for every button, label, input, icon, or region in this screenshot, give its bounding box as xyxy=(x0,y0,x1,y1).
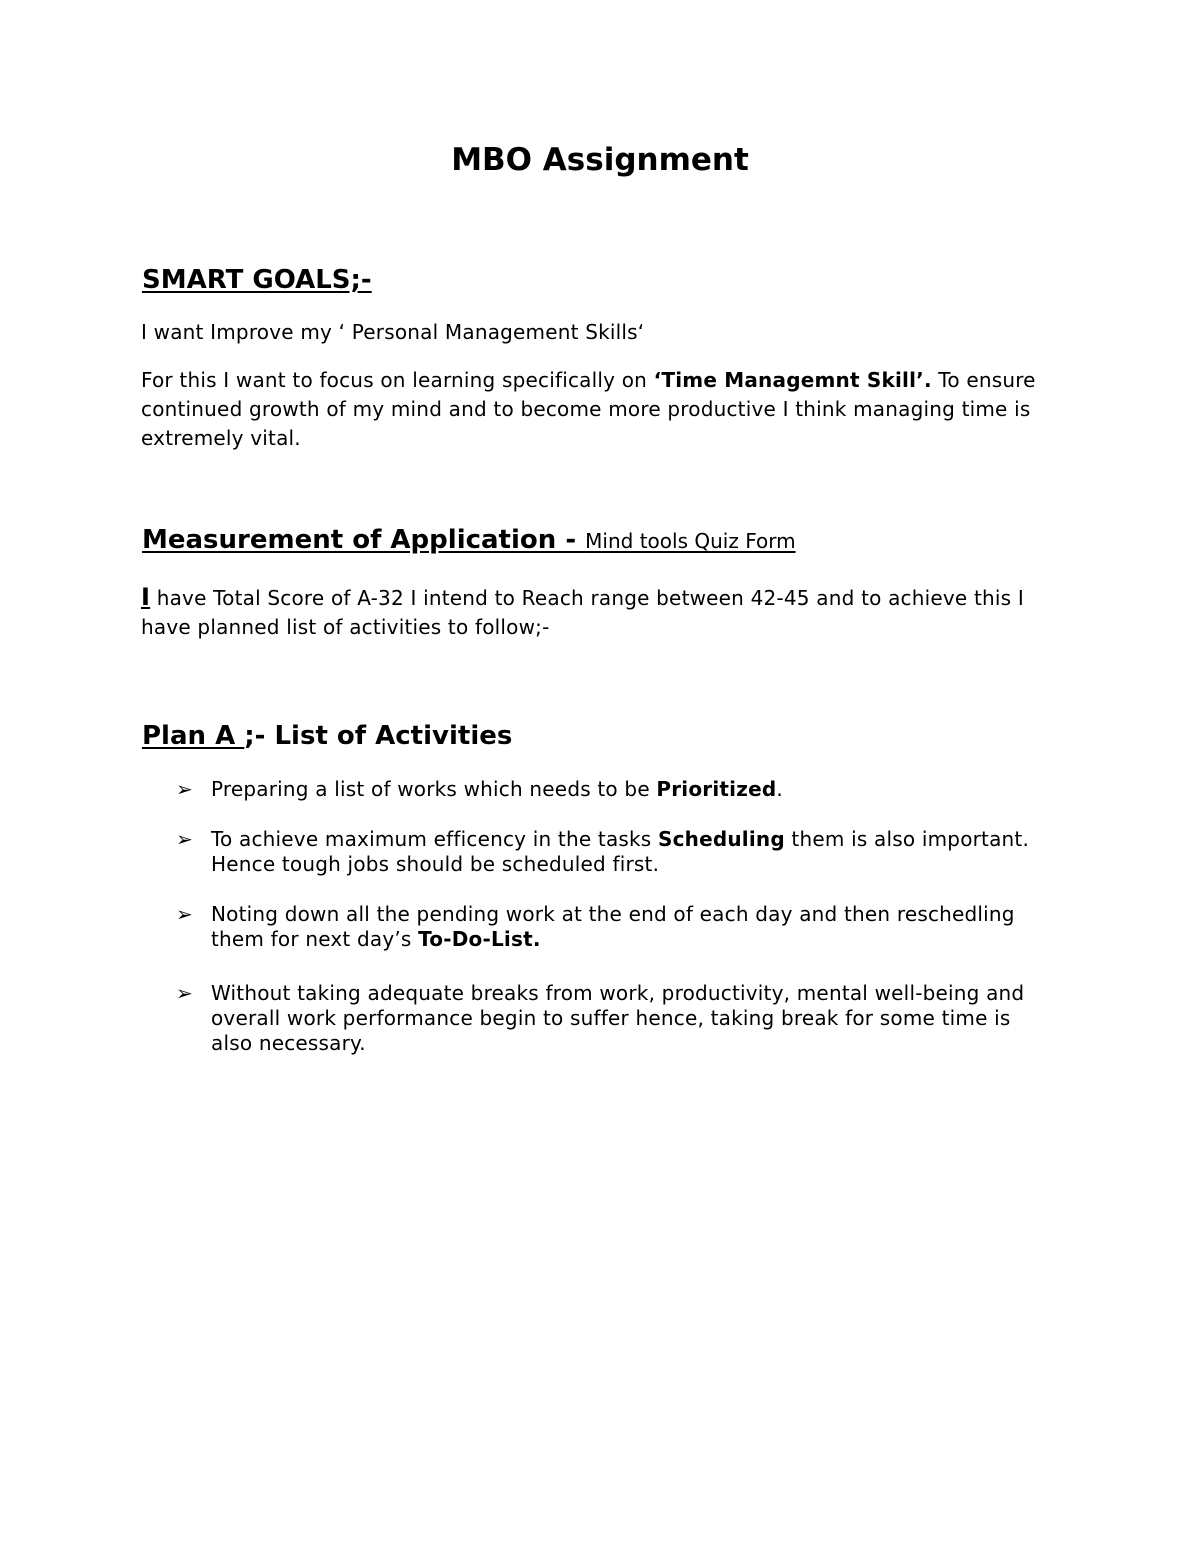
plan-heading-rest: ;- List of Activities xyxy=(244,721,513,751)
smart-goals-para-bold: ‘Time Managemnt Skill’. xyxy=(653,368,932,392)
smart-goals-para-prefix: For this I want to focus on learning specifically on xyxy=(141,368,654,392)
smart-goals-para-suffix: To ensure continued growth of my mind and to become more productive I think managing time is extremely vital. xyxy=(141,368,1036,450)
smart-goals-paragraph xyxy=(141,366,1041,453)
plan-list-item-text xyxy=(211,981,1056,1056)
item-text-after: . xyxy=(776,777,783,801)
plan-heading-underlined: Plan A xyxy=(142,721,245,751)
measurement-heading-bold: Measurement of Application - xyxy=(142,525,586,555)
item-text-before: Without taking adequate breaks from work, productivity, mental well-being and overall work performance begin to suffer hence, taking break for some time is also necessary. xyxy=(211,981,1025,1055)
smart-goals-line: I want Improve my ‘ Personal Management Skills‘ xyxy=(141,320,645,344)
item-text-bold: Prioritized xyxy=(656,777,777,801)
arrow-bullet-icon: ➢ xyxy=(176,827,193,851)
item-text-bold: To-Do-List. xyxy=(418,927,541,951)
arrow-bullet-icon: ➢ xyxy=(176,902,193,926)
item-text-after: them is also important. Hence tough jobs should be scheduled first. xyxy=(211,827,1030,876)
item-text-before: To achieve maximum efficency in the tasks xyxy=(211,827,658,851)
document-title: MBO Assignment xyxy=(451,142,749,178)
measurement-heading xyxy=(142,523,796,558)
smart-goals-heading-text: SMART GOALS;- xyxy=(142,265,372,295)
measurement-heading-suffix: Mind tools Quiz Form xyxy=(585,529,796,553)
smart-goals-heading xyxy=(142,263,372,297)
plan-heading xyxy=(142,719,512,753)
item-text-before: Noting down all the pending work at the end of each day and then reschedling them for next day’s xyxy=(211,902,1015,951)
plan-list-item-text xyxy=(211,902,1056,952)
measurement-heading-text xyxy=(142,525,796,555)
measurement-para-rest: have Total Score of A-32 I intend to Reach range between 42-45 and to achieve this I have planned list of activities to follow;- xyxy=(141,586,1024,639)
item-text-before: Preparing a list of works which needs to be xyxy=(211,777,657,801)
measurement-paragraph xyxy=(141,583,1041,642)
arrow-bullet-icon: ➢ xyxy=(176,981,193,1005)
arrow-bullet-icon: ➢ xyxy=(176,777,193,801)
plan-list-item-text xyxy=(211,827,1056,877)
item-text-bold: Scheduling xyxy=(657,827,785,851)
measurement-para-first: I xyxy=(141,583,151,611)
plan-list-item-text xyxy=(211,777,1056,802)
